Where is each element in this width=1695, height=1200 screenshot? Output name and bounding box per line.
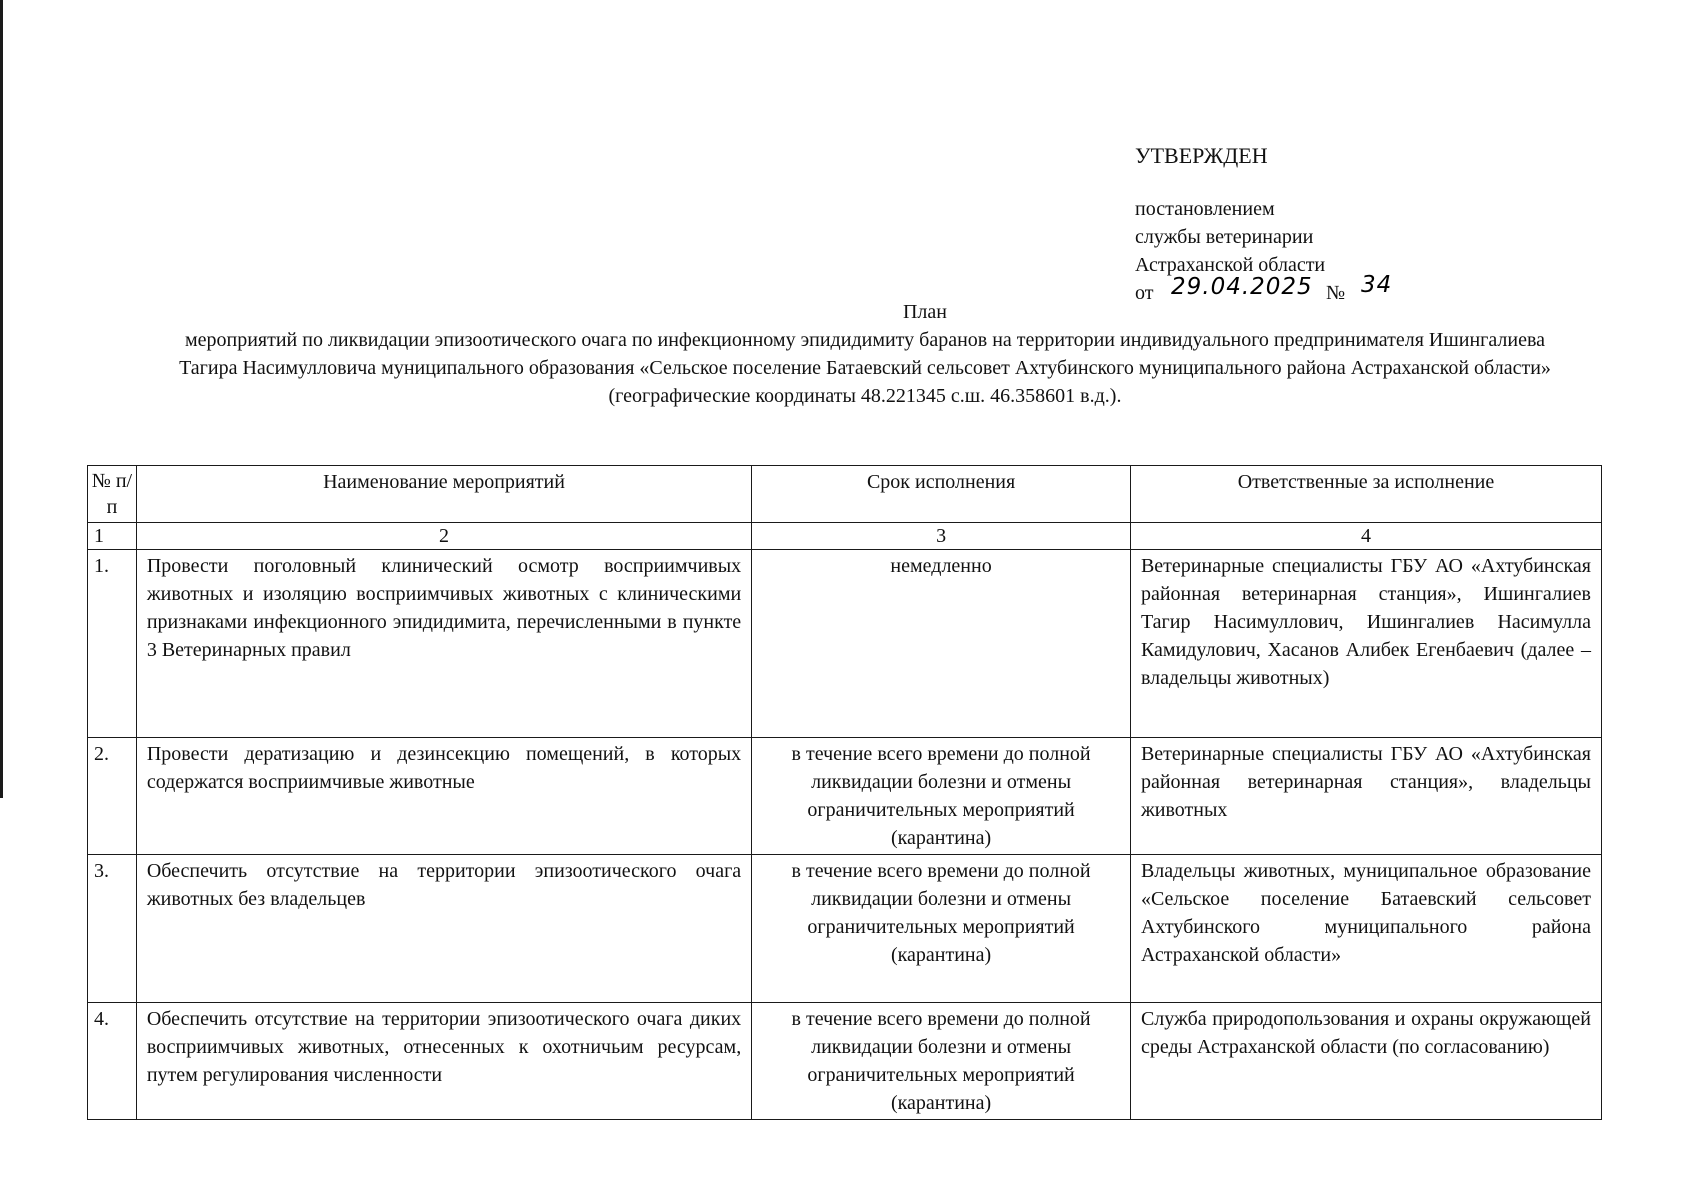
plan-description: мероприятий по ликвидации эпизоотического очага по инфекционному эпидидимиту баранов на территории индивидуального предпринимателя Ишингалиева Тагира Насимулловича муниципального образования «Сельское поселение Батаевский сельсовет Ахтубинского муниципального района Астраханской области» (географические координаты 48.221345 с.ш. 46.358601 в.д.). (179, 329, 1551, 407)
measure-name: Провести поголовный клинический осмотр восприимчивых животных и изоляцию восприимчивых животных с клиническими признаками инфекционного эпидидимита, перечисленными в пункте 3 Ветеринарных правил (136, 550, 751, 738)
header-responsible: Ответственные за исполнение (1130, 466, 1601, 523)
table-row (88, 738, 1602, 855)
column-index-row (88, 523, 1602, 550)
measure-name: Обеспечить отсутствие на территории эпизоотического очага диких восприимчивых животных, отнесенных к охотничьим ресурсам, путем регулирования численности (136, 1003, 751, 1120)
column-index: 3 (752, 523, 1131, 550)
measure-term: в течение всего времени до полной ликвидации болезни и отмены ограничительных мероприятий (карантина) (752, 1003, 1131, 1120)
scan-edge-mark (0, 0, 3, 798)
approval-line-3: Астраханской области (1135, 254, 1326, 276)
handwritten-number: 34 (1361, 272, 1393, 298)
measure-term: немедленно (752, 550, 1131, 738)
approval-line-1: постановлением (1135, 198, 1275, 220)
table-row (88, 550, 1602, 738)
measure-responsible: Ветеринарные специалисты ГБУ АО «Ахтубинская районная ветеринарная станция», Ишингалиев Тагир Насимуллович, Ишингалиев Насимулла Камидулович, Хасанов Алибек Егенбаевич (далее – владельцы животных) (1130, 550, 1601, 738)
handwritten-date: 29.04.2025 (1171, 274, 1313, 300)
measure-responsible: Ветеринарные специалисты ГБУ АО «Ахтубинская районная ветеринарная станция», владельцы животных (1130, 738, 1601, 855)
measure-responsible: Служба природопользования и охраны окружающей среды Астраханской области (по согласованию) (1130, 1003, 1601, 1120)
measure-responsible: Владельцы животных, муниципальное образование «Сельское поселение Батаевский сельсовет Ахтубинского муниципального района Астраханской области» (1130, 855, 1601, 1003)
header-term: Срок исполнения (752, 466, 1131, 523)
measure-name: Провести дератизацию и дезинсекцию помещений, в которых содержатся восприимчивые животные (136, 738, 751, 855)
approved-title: УТВЕРЖДЕН (1135, 143, 1268, 168)
plan-title: План (902, 301, 947, 323)
approval-line-2: службы ветеринарии (1135, 226, 1314, 248)
number-prefix: № (1326, 282, 1346, 304)
row-number: 3. (88, 855, 137, 1003)
table-row (88, 855, 1602, 1003)
measure-term: в течение всего времени до полной ликвидации болезни и отмены ограничительных мероприятий (карантина) (752, 738, 1131, 855)
table-header-row (88, 466, 1602, 523)
column-index: 1 (88, 523, 137, 550)
approval-block (1135, 141, 1393, 307)
header-name: Наименование мероприятий (136, 466, 751, 523)
column-index: 4 (1130, 523, 1601, 550)
measure-term: в течение всего времени до полной ликвидации болезни и отмены ограничительных мероприятий (карантина) (752, 855, 1131, 1003)
measures-table (87, 465, 1602, 1120)
column-index: 2 (136, 523, 751, 550)
measure-name: Обеспечить отсутствие на территории эпизоотического очага животных без владельцев (136, 855, 751, 1003)
row-number: 2. (88, 738, 137, 855)
date-prefix: от (1135, 282, 1154, 304)
header-number: № п/п (88, 466, 137, 523)
table-row (88, 1003, 1602, 1120)
row-number: 1. (88, 550, 137, 738)
row-number: 4. (88, 1003, 137, 1120)
